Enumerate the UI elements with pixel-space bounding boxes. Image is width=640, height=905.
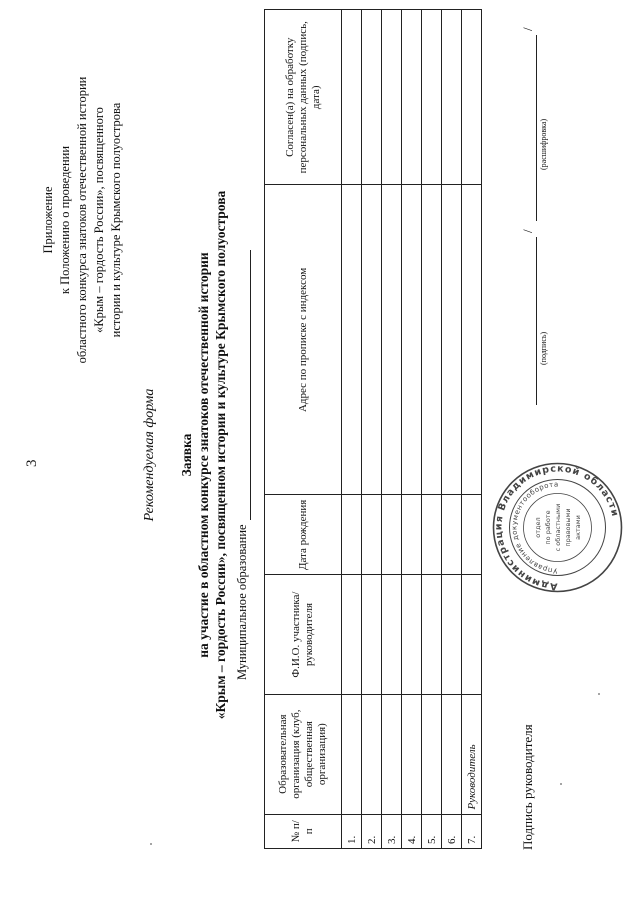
page-number: 3 — [24, 459, 40, 467]
header-num: № п/п — [265, 814, 342, 848]
header-consent: Согласен(а) на обработку персональных данных (подпись, дата) — [265, 10, 342, 185]
cell-organization[interactable] — [402, 694, 422, 814]
stamp-line: по работе — [544, 510, 552, 545]
cell-consent[interactable] — [402, 10, 422, 185]
signature-caption: (подпись) — [539, 331, 548, 365]
stamp-line: отдел — [534, 517, 542, 538]
scan-speck — [150, 843, 152, 845]
row-num: 2. — [362, 814, 382, 848]
cell-consent[interactable] — [442, 10, 462, 185]
cell-birth-date[interactable] — [342, 495, 362, 575]
cell-birth-date[interactable] — [442, 495, 462, 575]
cell-organization[interactable] — [442, 694, 462, 814]
decoding-line[interactable] — [536, 35, 537, 221]
appendix-line: областного конкурса знатоков отечественной истории — [75, 76, 89, 364]
title-line: на участие в областном конкурсе знатоков отечественной истории — [196, 252, 211, 658]
official-stamp — [490, 460, 625, 595]
cell-consent[interactable] — [462, 10, 482, 185]
cell-full-name[interactable] — [382, 575, 402, 694]
signature-slash: / — [520, 229, 535, 233]
table-row — [422, 10, 442, 849]
document-title — [178, 125, 229, 785]
cell-address[interactable] — [342, 185, 362, 495]
cell-address[interactable] — [442, 185, 462, 495]
form-type-label: Рекомендуемая форма — [142, 388, 157, 522]
header-organization: Образовательная организация (клуб, общественная организация) — [265, 694, 342, 814]
cell-full-name[interactable] — [342, 575, 362, 694]
row-num: 5. — [422, 814, 442, 848]
row-num: 6. — [442, 814, 462, 848]
municipality-fill-line — [250, 250, 251, 520]
stamp-outer-text: Администрация Владимирской области — [493, 463, 621, 592]
cell-birth-date[interactable] — [382, 495, 402, 575]
stamp-line: правовыми — [564, 508, 572, 547]
table-header-row — [265, 10, 342, 849]
row-num: 4. — [402, 814, 422, 848]
scan-speck — [560, 783, 562, 785]
table-row — [382, 10, 402, 849]
decoding-slash: / — [520, 27, 535, 31]
table-row — [462, 10, 482, 849]
cell-birth-date[interactable] — [402, 495, 422, 575]
decoding-caption: (расшифровка) — [539, 118, 548, 170]
cell-address[interactable] — [422, 185, 442, 495]
cell-address[interactable] — [382, 185, 402, 495]
cell-consent[interactable] — [342, 10, 362, 185]
table-row — [402, 10, 422, 849]
row-num: 3. — [382, 814, 402, 848]
cell-organization: Руководитель — [462, 694, 482, 814]
cell-consent[interactable] — [422, 10, 442, 185]
cell-consent[interactable] — [362, 10, 382, 185]
table-row — [442, 10, 462, 849]
cell-full-name[interactable] — [402, 575, 422, 694]
application-table — [264, 9, 482, 849]
cell-organization[interactable] — [382, 694, 402, 814]
cell-full-name[interactable] — [462, 575, 482, 694]
cell-birth-date[interactable] — [362, 495, 382, 575]
municipality-label: Муниципальное образование — [235, 524, 249, 680]
title-line: Заявка — [179, 433, 194, 477]
signature-line[interactable] — [536, 237, 537, 405]
appendix-line: «Крым – гордость России», посвященного — [92, 107, 106, 333]
cell-full-name[interactable] — [422, 575, 442, 694]
appendix-line: Приложение — [41, 186, 55, 254]
cell-address[interactable] — [362, 185, 382, 495]
title-line: «Крым – гордость России», посвященном истории и культуре Крымского полуострова — [213, 190, 228, 720]
row-num: 1. — [342, 814, 362, 848]
cell-birth-date[interactable] — [422, 495, 442, 575]
table-row — [342, 10, 362, 849]
cell-address[interactable] — [402, 185, 422, 495]
appendix-line: истории и культуре Крымского полуострова — [109, 102, 123, 338]
row-num: 7. — [462, 814, 482, 848]
scan-speck — [598, 693, 600, 695]
table-row — [362, 10, 382, 849]
cell-organization[interactable] — [422, 694, 442, 814]
signature-label: Подпись руководителя — [520, 724, 535, 850]
cell-birth-date[interactable] — [462, 495, 482, 575]
appendix-line: к Положению о проведении — [58, 145, 72, 295]
cell-full-name[interactable] — [362, 575, 382, 694]
cell-organization[interactable] — [362, 694, 382, 814]
cell-organization[interactable] — [342, 694, 362, 814]
header-birth-date: Дата рождения — [265, 495, 342, 575]
cell-full-name[interactable] — [442, 575, 462, 694]
header-address: Адрес по прописке с индексом — [265, 185, 342, 495]
stamp-middle-text: Управление документооборота — [510, 480, 559, 575]
appendix-header — [40, 40, 125, 400]
cell-consent[interactable] — [382, 10, 402, 185]
cell-address[interactable] — [462, 185, 482, 495]
stamp-line: с областными — [554, 503, 562, 552]
header-full-name: Ф.И.О. участника/руководителя — [265, 575, 342, 694]
stamp-line: актами — [574, 515, 582, 540]
